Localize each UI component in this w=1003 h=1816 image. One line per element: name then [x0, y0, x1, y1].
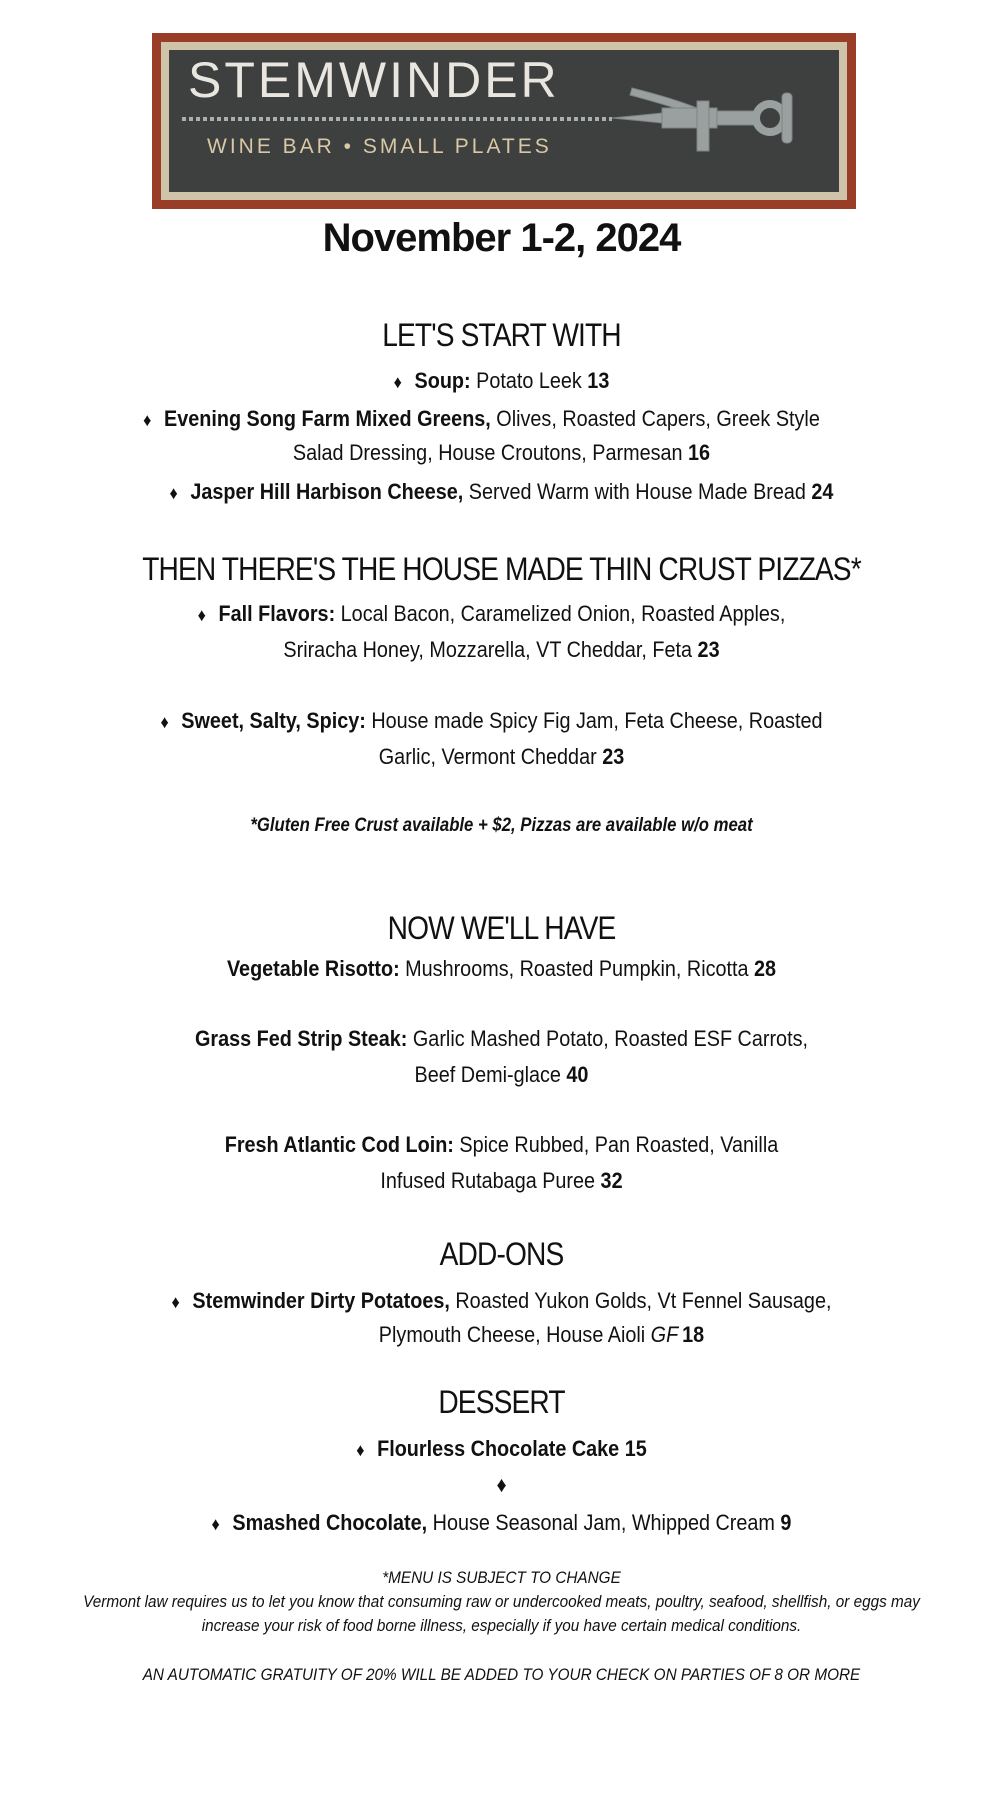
menu-item — [30, 406, 933, 432]
menu-date: November 1-2, 2024 — [322, 216, 681, 260]
item-name: Flourless Chocolate Cake — [377, 1436, 625, 1461]
item-name: Evening Song Farm Mixed Greens, — [164, 406, 491, 431]
section-heading-addons: ADD-ONS — [439, 1236, 564, 1272]
menu-item-continued — [90, 1322, 993, 1348]
menu-item — [50, 1288, 953, 1314]
item-name: Fresh Atlantic Cod Loin: — [224, 1132, 454, 1157]
item-description: Sriracha Honey, Mozzarella, VT Cheddar, Feta — [283, 637, 698, 662]
diamond-bullet-icon: ♦ — [197, 605, 206, 625]
item-price: 23 — [697, 637, 720, 662]
menu-item-continued — [50, 744, 953, 770]
item-description: Local Bacon, Caramelized Onion, Roasted Apples, — [335, 601, 786, 626]
item-price: 40 — [566, 1062, 589, 1087]
health-warning-line-1: Vermont law requires us to let you know that consuming raw or undercooked meats, poultry, seafood, shellfish, or eggs may — [83, 1592, 920, 1611]
section-heading-mains: NOW WE'LL HAVE — [387, 910, 616, 946]
menu-item-continued — [50, 637, 953, 663]
item-description: Roasted Yukon Golds, Vt Fennel Sausage, — [449, 1288, 832, 1313]
menu-item — [50, 368, 953, 394]
item-name: Soup: — [414, 368, 471, 393]
diamond-bullet-icon: ♦ — [143, 410, 152, 430]
section-heading-pizzas: THEN THERE'S THE HOUSE MADE THIN CRUST PIZZAS* — [142, 551, 861, 587]
item-description: Mushrooms, Roasted Pumpkin, Ricotta — [399, 956, 755, 981]
corkscrew-icon — [602, 63, 812, 173]
gluten-free-tag: GF — [650, 1322, 679, 1347]
logo-rule — [182, 117, 612, 121]
item-description: Salad Dressing, House Croutons, Parmesan — [292, 440, 689, 465]
item-price: 24 — [811, 479, 834, 504]
item-description: Garlic Mashed Potato, Roasted ESF Carrots, — [407, 1026, 808, 1051]
item-name: Grass Fed Strip Steak: — [195, 1026, 408, 1051]
item-description: Served Warm with House Made Bread — [463, 479, 812, 504]
menu-item-continued — [50, 440, 953, 466]
menu-item — [50, 1132, 953, 1158]
item-name: Smashed Chocolate, — [232, 1510, 428, 1535]
menu-item — [40, 601, 943, 627]
pizza-note: *Gluten Free Crust available + $2, Pizzas are available w/o meat — [250, 815, 753, 836]
item-name: Fall Flavors: — [218, 601, 336, 626]
item-price: 23 — [602, 744, 625, 769]
health-warning-line-2: increase your risk of food borne illness, especially if you have certain medical conditions. — [201, 1616, 802, 1635]
item-description: Plymouth Cheese, House Aioli — [378, 1322, 651, 1347]
gratuity-notice: AN AUTOMATIC GRATUITY OF 20% WILL BE ADDED TO YOUR CHECK ON PARTIES OF 8 OR MORE — [142, 1665, 861, 1684]
item-description: House Seasonal Jam, Whipped Cream — [427, 1510, 781, 1535]
menu-item — [50, 1026, 953, 1052]
item-price: 28 — [754, 956, 777, 981]
item-description: Olives, Roasted Capers, Greek Style — [490, 406, 820, 431]
brand-name: STEMWINDER — [188, 52, 560, 108]
menu-item — [50, 1436, 953, 1462]
logo — [152, 33, 856, 209]
menu-item — [50, 1510, 953, 1536]
diamond-bullet-icon: ♦ — [211, 1514, 220, 1534]
section-heading-dessert: DESSERT — [438, 1384, 565, 1420]
item-description: Garlic, Vermont Cheddar — [378, 744, 603, 769]
diamond-bullet-icon: ♦ — [356, 1440, 365, 1460]
item-name: Stemwinder Dirty Potatoes, — [192, 1288, 450, 1313]
diamond-bullet-icon: ♦ — [169, 483, 178, 503]
item-description: Spice Rubbed, Pan Roasted, Vanilla — [453, 1132, 779, 1157]
item-description: Beef Demi-glace — [414, 1062, 567, 1087]
separator — [50, 1472, 953, 1498]
section-heading-starters: LET'S START WITH — [382, 317, 621, 353]
diamond-separator-icon: ♦ — [496, 1472, 507, 1497]
brand-tagline: WINE BAR • SMALL PLATES — [207, 135, 552, 158]
item-price: 18 — [682, 1322, 705, 1347]
menu-item — [50, 479, 953, 505]
menu-item-continued — [50, 1168, 953, 1194]
item-description: House made Spicy Fig Jam, Feta Cheese, Roasted — [365, 708, 823, 733]
menu-change-notice: *MENU IS SUBJECT TO CHANGE — [382, 1568, 621, 1587]
item-price: 9 — [780, 1510, 792, 1535]
item-description: Infused Rutabaga Puree — [380, 1168, 601, 1193]
menu-item — [50, 956, 953, 982]
item-price: 16 — [688, 440, 711, 465]
item-price: 13 — [587, 368, 610, 393]
item-name: Vegetable Risotto: — [226, 956, 400, 981]
item-name: Jasper Hill Harbison Cheese, — [190, 479, 464, 504]
diamond-bullet-icon: ♦ — [393, 372, 402, 392]
item-price: 15 — [624, 1436, 647, 1461]
item-description: Potato Leek — [470, 368, 588, 393]
diamond-bullet-icon: ♦ — [171, 1292, 180, 1312]
menu-item — [40, 708, 943, 734]
item-price: 32 — [600, 1168, 623, 1193]
menu-item-continued — [50, 1062, 953, 1088]
item-name: Sweet, Salty, Spicy: — [181, 708, 366, 733]
diamond-bullet-icon: ♦ — [160, 712, 169, 732]
